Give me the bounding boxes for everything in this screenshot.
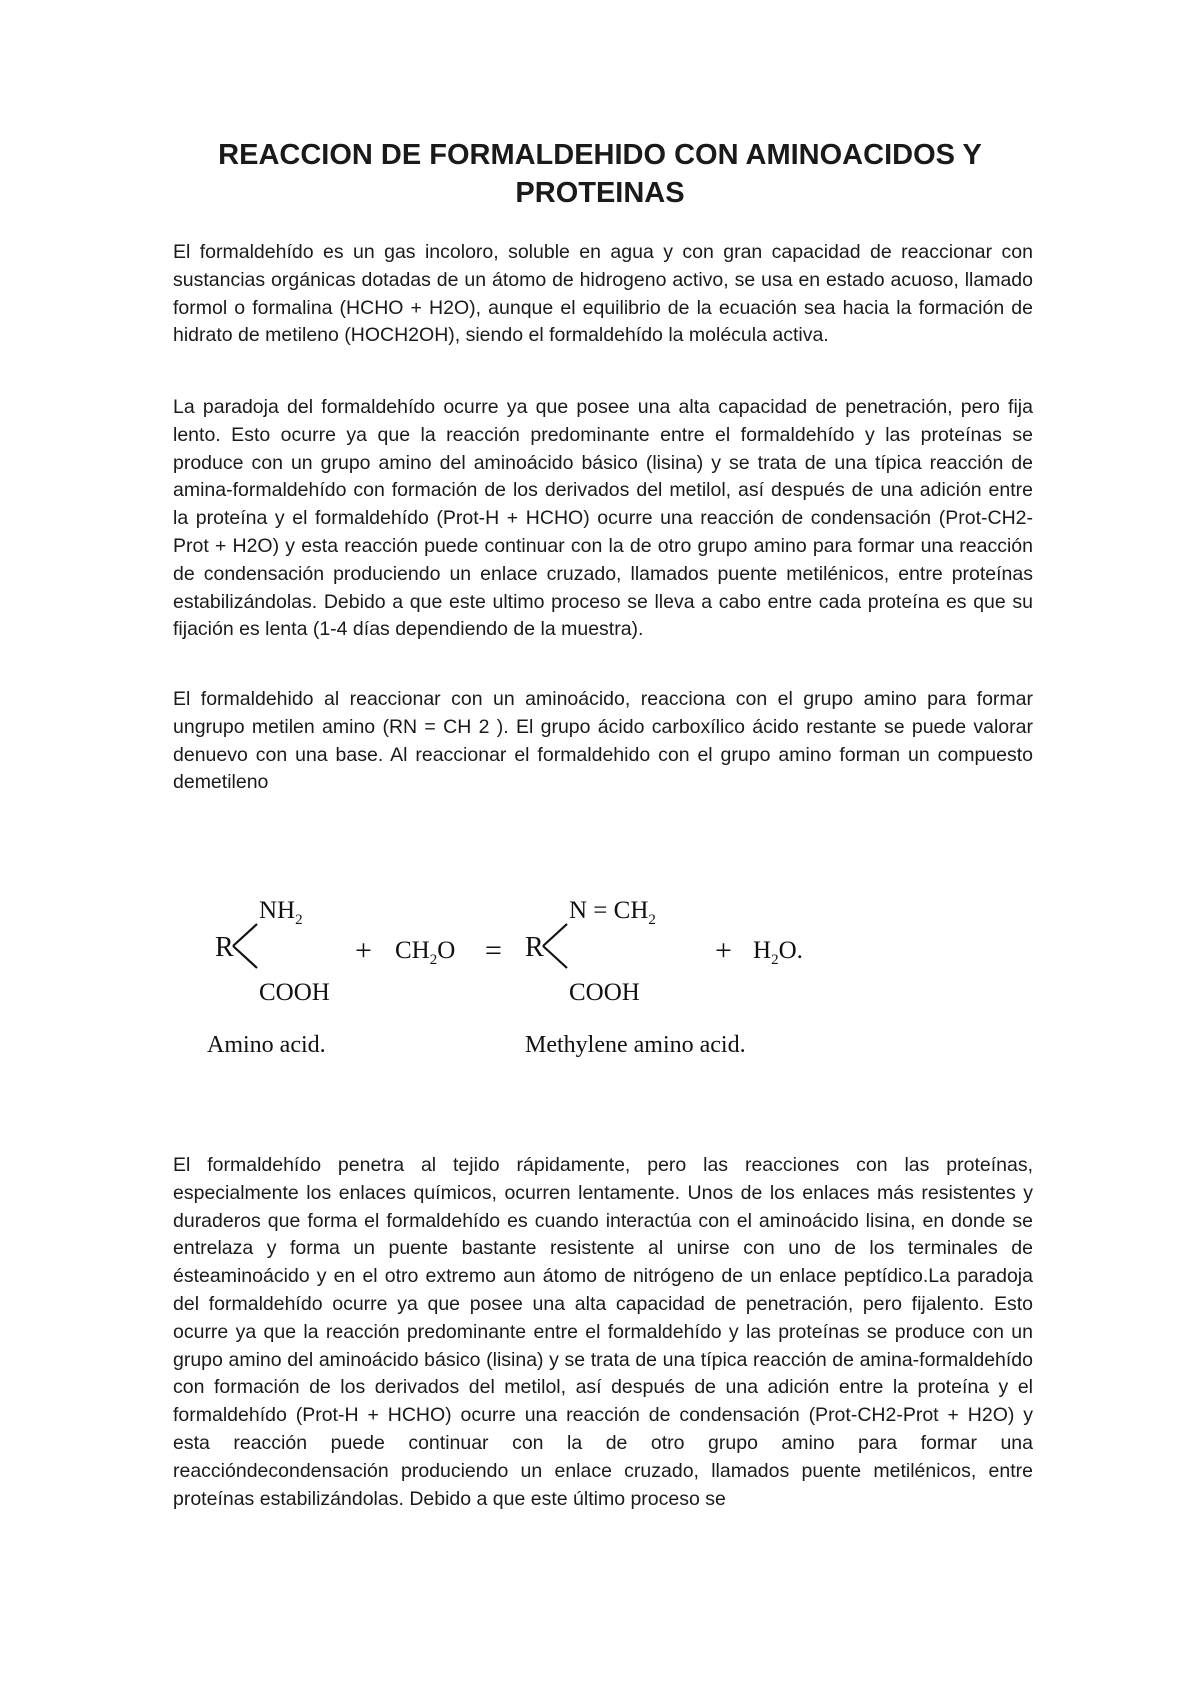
left-caption: Amino acid. <box>207 1032 326 1058</box>
plus-sign-2: + <box>715 934 732 967</box>
paragraph-4: El formaldehído penetra al tejido rápidamente, pero las reacciones con las proteínas, especialmente los enlaces químicos, ocurren lentamente. Unos de los enlaces más resistentes y duraderos que forma el formaldehído es cuando interactúa con el aminoácido lisina, en donde se entrelaza y forma un puente bastante resistente al unirse con uno de los terminales de ésteaminoácido y en el otro extremo aun átomo de nitrógeno de un enlace peptídico.La paradoja del formaldehído ocurre ya que posee una alta capacidad de penetración, pero fijalento. Esto ocurre ya que la reacción predominante entre el formaldehído y las proteínas se produce con un grupo amino del aminoácido básico (lisina) y se trata de una típica reacción de amina-formaldehído con formación de los derivados del metilol, así después de una adición entre la proteína y el formaldehído (Prot-H + HCHO) ocurre una reacción de condensación (Prot-CH2-Prot + H2O) y esta reacción puede continuar con la de otro grupo amino para formar una reaccióndecondensación produciendo un enlace cruzado, llamados puente metilénicos, entre proteínas estabilizándolas. Debido a que este último proceso se <box>173 1154 1033 1510</box>
product-formula: $H_2O$. <box>753 937 803 968</box>
right-top-group: $N = CH_2$ <box>569 897 656 928</box>
right-bottom-group: COOH <box>569 979 640 1006</box>
equals-sign: = <box>485 934 502 967</box>
reaction-figure <box>195 880 915 1080</box>
paragraph-1: El formaldehído es un gas incoloro, soluble en agua y con gran capacidad de reaccionar con sustancias orgánicas dotadas de un átomo de hidrogeno activo, se usa en estado acuoso, llamado formol o formalina (HCHO + H2O), aunque el equilibrio de la ecuación sea hacia la formación de hidrato de metileno (HOCH2OH), siendo el formaldehído la molécula activa. <box>173 241 1033 347</box>
left-top-group: $NH_2$ <box>259 897 303 928</box>
document-title: REACCION DE FORMALDEHIDO CON AMINOACIDOS Y PROTEINAS <box>218 139 982 209</box>
plus-sign-1: + <box>355 934 372 967</box>
left-branch-bonds <box>233 924 257 968</box>
left-r-label: R <box>215 932 234 963</box>
right-caption: Methylene amino acid. <box>525 1032 746 1058</box>
right-r-label: R <box>525 932 544 963</box>
reaction-equation <box>195 880 915 1080</box>
paragraph-2: La paradoja del formaldehído ocurre ya que posee una alta capacidad de penetración, pero fija lento. Esto ocurre ya que la reacción predominante entre el formaldehído y las proteínas se produce con un grupo amino del aminoácido básico (lisina) y se trata de una típica reacción de amina-formaldehído con formación de los derivados del metilol, así después de una adición entre la proteína y el formaldehído (Prot-H + HCHO) ocurre una reacción de condensación (Prot-CH2-Prot + H2O) y esta reacción puede continuar con la de otro grupo amino para formar una reacción de condensación produciendo un enlace cruzado, llamados puente metilénicos, entre proteínas estabilizándolas. Debido a que este ultimo proceso se lleva a cabo entre cada proteína es que su fijación es lenta (1-4 días dependiendo de la muestra). <box>173 396 1033 641</box>
paragraph-3: El formaldehido al reaccionar con un aminoácido, reacciona con el grupo amino para formar ungrupo metilen amino (RN = CH 2 ). El grupo ácido carboxílico ácido restante se puede valorar denuevo con una base. Al reaccionar el formaldehido con el grupo amino forman un compuesto demetileno <box>173 688 1033 794</box>
left-bottom-group: COOH <box>259 979 330 1006</box>
reagent-formula: $CH_2O$ <box>395 937 456 968</box>
right-branch-bonds <box>543 924 567 968</box>
